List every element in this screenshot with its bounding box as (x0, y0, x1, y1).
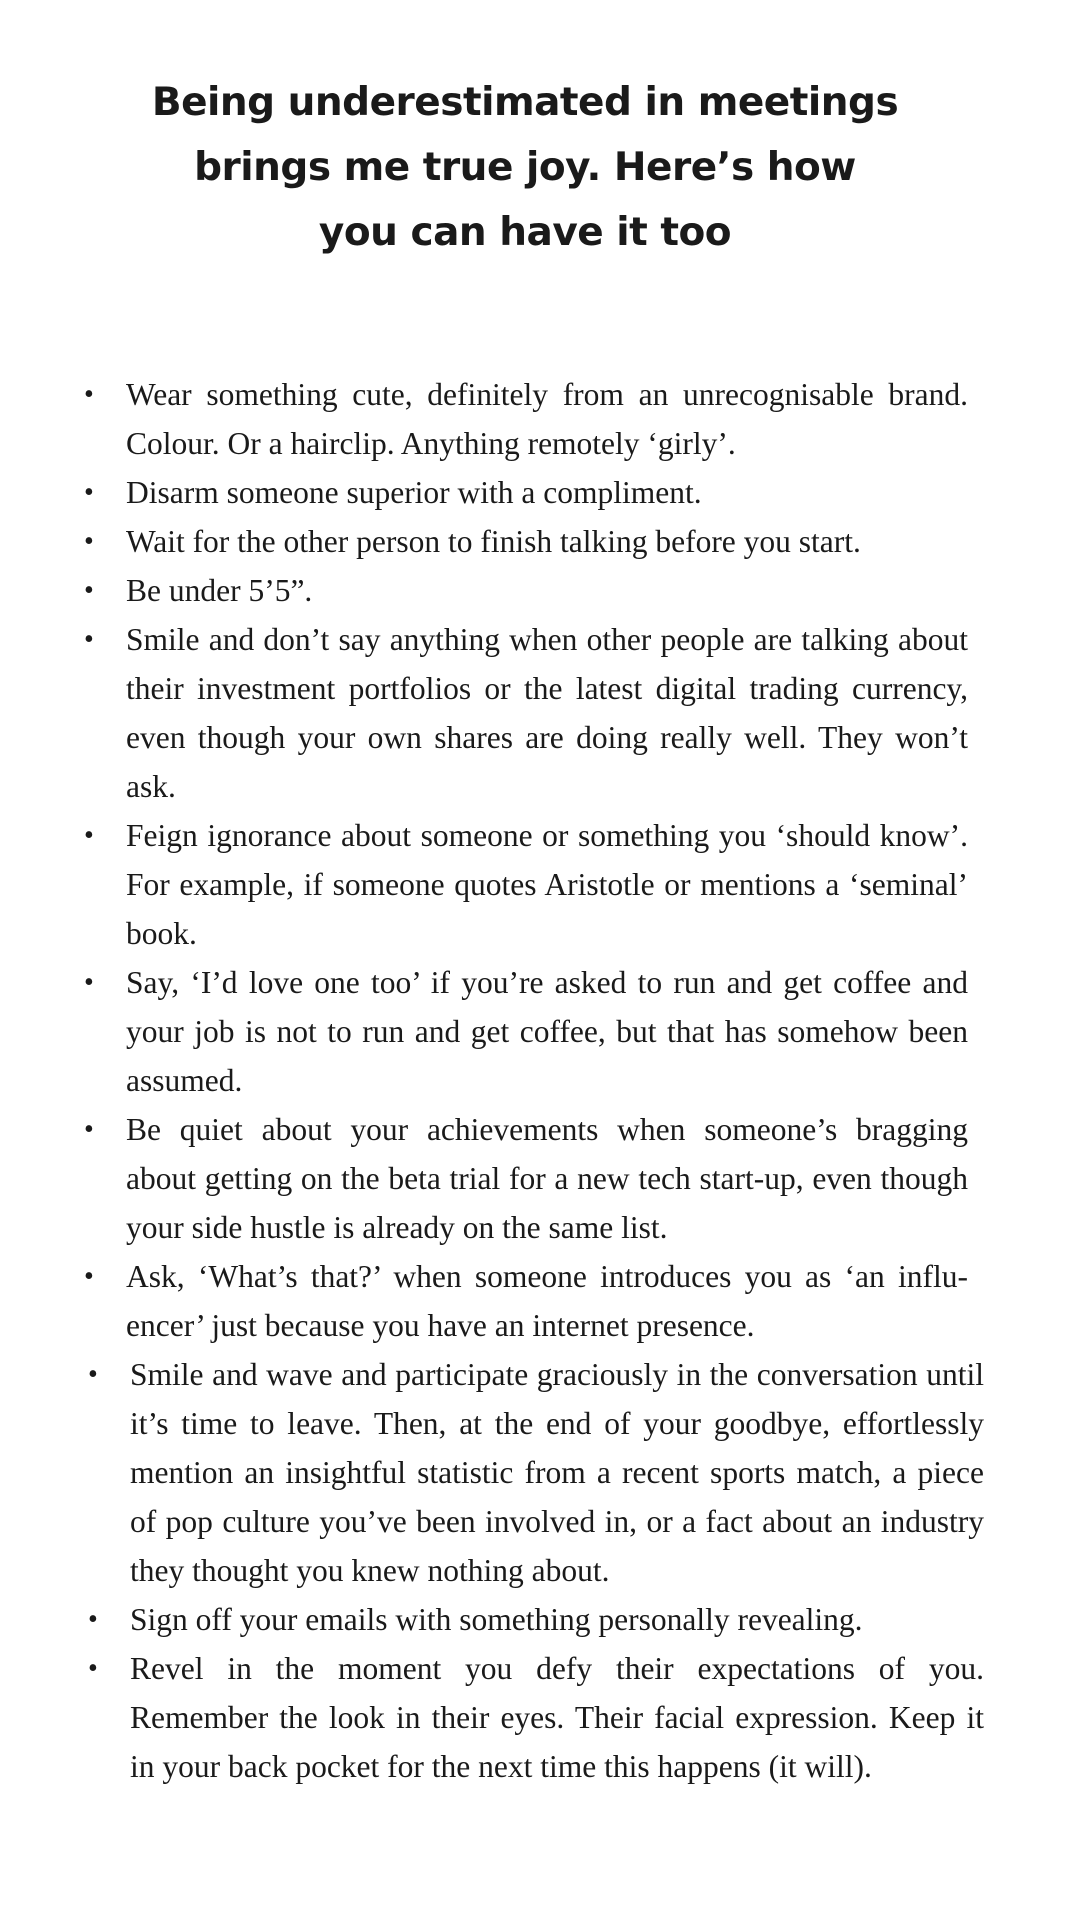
bullet-icon: • (88, 1604, 98, 1635)
bullet-icon: • (84, 624, 94, 655)
list-item (0, 615, 968, 811)
list-item (0, 566, 968, 615)
bullet-icon: • (84, 379, 94, 410)
bullet-icon: • (84, 477, 94, 508)
list-item-text: Be quiet about your achievements when someone’s bragging about getting on the beta trial for a new tech start-up, even though your side hustle is already on the same list. (126, 1112, 968, 1245)
bullet-icon: • (84, 526, 94, 557)
list-item-text: Wear something cute, definitely from an unrecognisable brand. Colour. Or a hairclip. Anything remotely ‘girly’. (126, 377, 968, 461)
bullet-icon: • (84, 575, 94, 606)
list-item (0, 370, 968, 468)
bullet-icon: • (84, 820, 94, 851)
bullet-icon: • (84, 1114, 94, 1145)
bullet-icon: • (84, 1261, 94, 1292)
bullet-icon: • (88, 1653, 98, 1684)
list-item-text: Smile and wave and participate graciously in the conversation until it’s time to leave. Then, at the end of your goodbye, effortlessly mention an insightful statistic from a recent sports match, a piece of pop culture you’ve been involved in, or a fact about an industry they thought you knew nothing about. (130, 1357, 984, 1588)
list-item (0, 1350, 984, 1595)
title-line: brings me true joy. Here’s how (194, 145, 856, 190)
list-item-text: Be under 5’5”. (126, 573, 313, 608)
list-item (0, 811, 968, 958)
list-item (0, 958, 968, 1105)
list-item (0, 517, 968, 566)
title-line: you can have it too (318, 210, 732, 255)
list-item-text: Smile and don’t say anything when other people are talking about their investment portfolios or the latest digital trading currency, even though your own shares are doing really well. They won’t ask. (126, 622, 968, 804)
list-item (0, 1644, 984, 1791)
tips-list (0, 370, 1080, 1791)
bullet-icon: • (84, 967, 94, 998)
bullet-icon: • (88, 1359, 98, 1390)
list-item (0, 1105, 968, 1252)
list-item-text: Feign ignorance about someone or something you ‘should know’. For example, if someone quotes Aristotle or mentions a ‘seminal’ book. (126, 818, 968, 951)
list-item-text: Ask, ‘What’s that?’ when someone introduces you as ‘an influencer’ just because you have an internet presence. (126, 1259, 968, 1343)
list-item-text: Disarm someone superior with a compliment. (126, 475, 702, 510)
list-item-text: Wait for the other person to finish talking before you start. (126, 524, 861, 559)
list-item-text: Revel in the moment you defy their expectations of you. Remember the look in their eyes. Their facial expression. Keep it in your back pocket for the next time this happens (it will). (130, 1651, 984, 1784)
list-item (0, 468, 968, 517)
list-item-text: Sign off your emails with something personally revealing. (130, 1602, 863, 1637)
page-title (130, 70, 920, 265)
list-item (0, 1252, 968, 1350)
list-item-text: Say, ‘I’d love one too’ if you’re asked to run and get coffee and your job is not to run and get coffee, but that has somehow been assumed. (126, 965, 968, 1098)
list-item (0, 1595, 984, 1644)
title-line: Being underestimated in meetings (151, 80, 899, 125)
